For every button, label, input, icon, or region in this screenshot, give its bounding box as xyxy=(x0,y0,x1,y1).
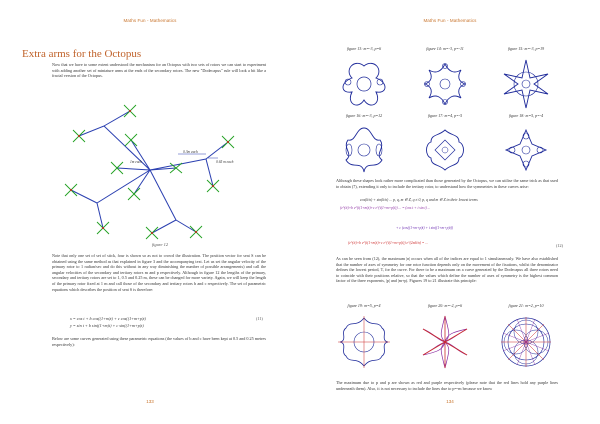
curve-figure-17 xyxy=(415,120,475,180)
left-page-header: Maths Fun - Mathematics xyxy=(123,18,177,23)
figure-15-caption: figure 15: m=-3, p=19 xyxy=(507,46,545,51)
left-page-number: 133 xyxy=(146,399,154,404)
right-body-2: As can be seen from (12), the maximum |n| occurs when all of the indices are equal to 1 simultaneously. We have also established that the number of axes of symmetry for one rotor function depends only on the movement of the fixations, whilst the denominator defines the lowest period, T, for the curve. For there to be a maximum on a curve generated by the Dodecapus all three rotors need to coincide with their positions relative, so that the values which define the number of axes of symmetry is the highest common factor of the three exponents, |p| and |m+p|. Figures 19 to 21 illustrate this principle: xyxy=(336,256,558,284)
figure-20-caption: figure 20: m=-2, p=6 xyxy=(427,303,463,308)
curve-figure-14 xyxy=(415,54,475,114)
outro-paragraph: Below are some curves generated using these parametric equations (the values of b and c have been kept at 0.5 and 0.25 metres respectively): xyxy=(52,336,266,347)
label-secondary: 0.3m each xyxy=(183,150,198,154)
right-page-number: 134 xyxy=(446,399,454,404)
equation-line-1: cos(k/n) + sin(k/n) ... p, q, m ∈ Z, q ≠ 0, p, q and m ∈ Z in their lowest terms xyxy=(360,198,478,202)
equation-line-2: (e^(it)+b e^(i(1+m)t)+c e^(i(1+m+p)t)) ... = (cos t + i sin t) ... xyxy=(340,206,431,210)
figure-12-caption: figure 12 xyxy=(151,242,169,247)
tertiary-arms xyxy=(65,105,234,239)
equation-line-3: + c (cos((1+m+p)t) + i sin((1+m+p)t)) xyxy=(396,226,453,230)
figure-17-caption: figure 17: m=4, p=-5 xyxy=(427,113,463,118)
right-body-1: Although these shapes look rather more complicated than those generated by the Octopus, we can utilise the same trick as that used to obtain (7), extending it only to include the tertiary rotor, to understand how the symmetries in these curves arise: xyxy=(336,178,558,189)
figure-14-caption: figure 14: m=-3, p=-11 xyxy=(426,46,464,51)
curve-figure-18 xyxy=(496,120,556,180)
seat-markers xyxy=(70,110,229,234)
figure-19-caption: figure 19: m=5, p=4 xyxy=(347,303,381,308)
curve-figure-13 xyxy=(334,54,394,114)
label-tertiary: 0.65 m each xyxy=(216,160,234,164)
equation-y: y = sin t + b sin((1+m)t) + c sin((1+m+p)t) xyxy=(70,323,144,328)
label-primary: 1m each xyxy=(130,160,143,164)
right-page xyxy=(300,0,600,424)
figure-21-caption: figure 21: m=2, p=10 xyxy=(508,303,544,308)
equation-line-4: (e^(it)+b e^(i(1+m)t)+c e^(i(1+m+p)t)) e^(2πik/n) = ... xyxy=(348,241,428,245)
curve-figure-21 xyxy=(494,310,558,374)
curve-figure-15 xyxy=(496,54,556,114)
curve-figure-19 xyxy=(332,310,396,374)
figure-18-caption: figure 18: m=5, p=-4 xyxy=(508,113,544,118)
intro-paragraph: Now that we have to some extent understood the mechanism for an Octopus with two sets of rotors we can start to experiment with adding another set of miniature arms at the ends of the secondary rotors. The new "Dodecapus" rule will look a bit like a fractal version of the Octopus. xyxy=(52,62,266,79)
figure-13-caption: figure 13: m=-3, p=6 xyxy=(346,46,382,51)
equation-12-number: (12) xyxy=(556,243,563,248)
page-title: Extra arms for the Octopus xyxy=(22,48,142,60)
equation-number: (11) xyxy=(256,316,263,321)
equation-x: x = cos t + b cos((1+m)t) + c cos((1+m+p)t) xyxy=(70,316,146,321)
figure-16-caption: figure 16: m=-3, p=12 xyxy=(345,113,383,118)
body-paragraph: Note that only one set of set of stick, four is shown so as not to crowd the illustration. The position vector for seat S can be obtained using the same method as that explained in figure 3 and the accompanying text. Let us set the angular velocity of the primary rotor to 1 radian/sec and do this without in any way diminishing the number of possible arrangements) and call the angular velocities of the secondary and tertiary rotors m and p respectively. Although in figure 12 the lengths of the primary, secondary and tertiary rotors are set to 1, 0.5 and 0.25 m, these can be changed for more variety. Again, we will keep the length of the primary rotor fixed at 1 m and call those of the secondary and tertiary rotors b and c respectively. The set of parametric equations which describes the position of seat S is therefore: xyxy=(52,253,266,292)
curve-figure-20 xyxy=(413,310,477,374)
primary-rotor xyxy=(71,111,228,233)
curve-figure-16 xyxy=(334,120,394,180)
right-body-3: The maximum due to p and p are shown as red and purple respectively (please note that the red lines hold any purple lines underneath them). Also, it is not necessary to include the lines due to p=-m because we know xyxy=(336,380,558,391)
right-page-header: Maths Fun - Mathematics xyxy=(423,18,477,23)
